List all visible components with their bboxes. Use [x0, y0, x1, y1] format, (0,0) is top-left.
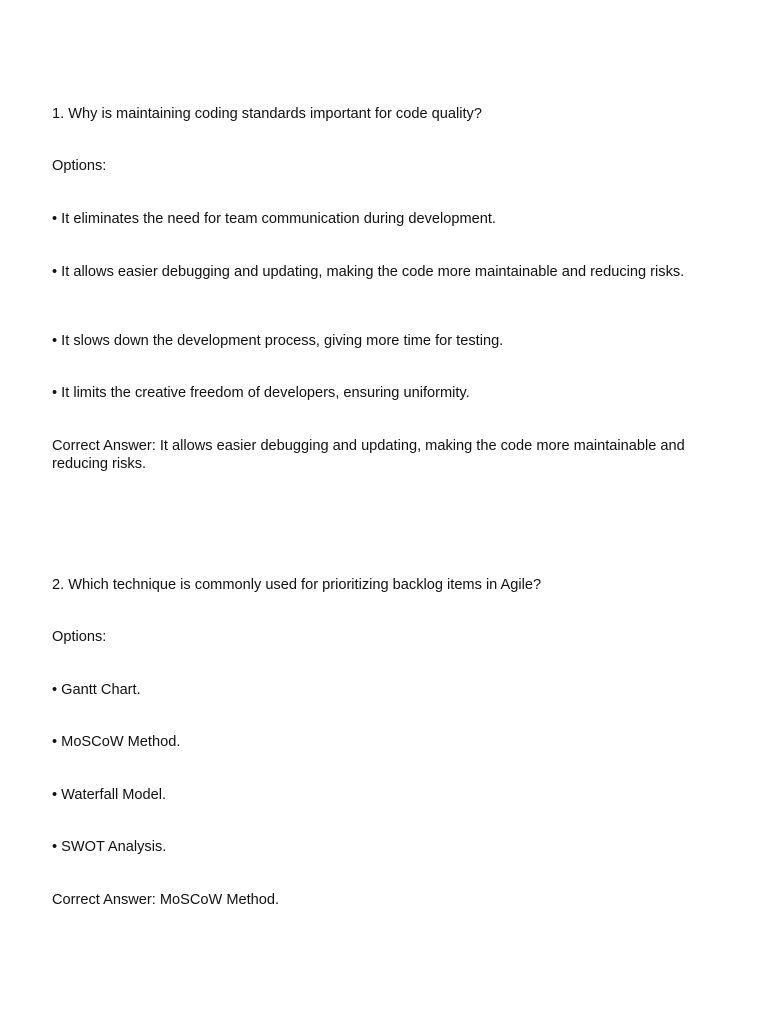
option-item: • It allows easier debugging and updating, making the code more maintainable and reducing risks.	[52, 264, 685, 280]
option-item: • MoSCoW Method.	[52, 734, 181, 750]
option-item: • Waterfall Model.	[52, 787, 167, 803]
options-label: Options:	[52, 629, 107, 645]
question-text: 1. Why is maintaining coding standards important for code quality?	[52, 106, 482, 122]
options-label: Options:	[52, 158, 107, 174]
correct-answer: Correct Answer: MoSCoW Method.	[52, 892, 280, 908]
correct-answer: Correct Answer: It allows easier debugging and updating, making the code more maintainable and reducing risks.	[52, 438, 685, 472]
option-item: • It slows down the development process, giving more time for testing.	[52, 333, 504, 349]
option-item: • SWOT Analysis.	[52, 839, 167, 855]
option-item: • It limits the creative freedom of developers, ensuring uniformity.	[52, 385, 470, 401]
option-item: • It eliminates the need for team communication during development.	[52, 211, 496, 227]
question-text: 2. Which technique is commonly used for prioritizing backlog items in Agile?	[52, 577, 542, 593]
option-item: • Gantt Chart.	[52, 682, 141, 698]
